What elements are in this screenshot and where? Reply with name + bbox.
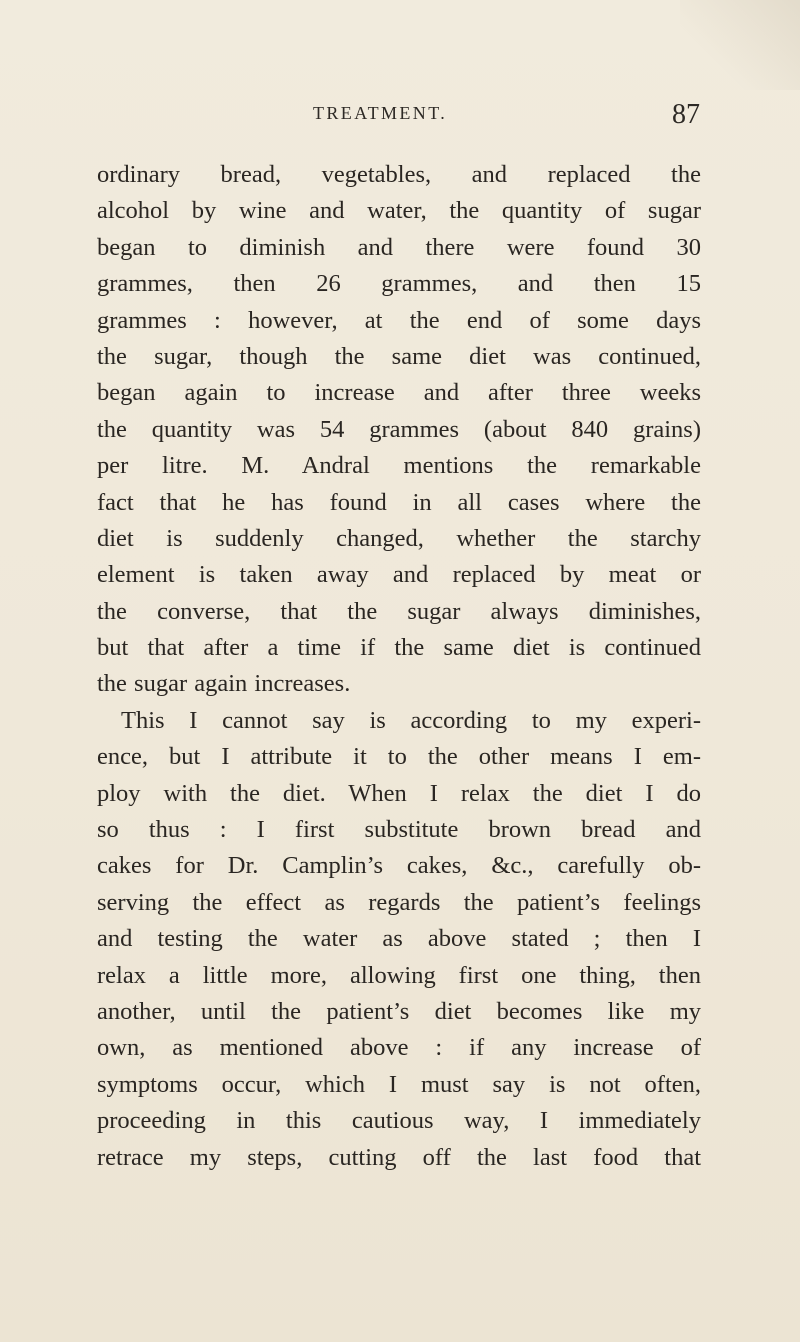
text-line: the converse, that the sugar always diminishes, bbox=[97, 597, 701, 625]
text-line: grammes, then 26 grammes, and then 15 bbox=[97, 270, 701, 298]
text-line: the quantity was 54 grammes (about 840 grains) bbox=[97, 415, 701, 443]
text-line: relax a little more, allowing first one thing, then bbox=[97, 961, 701, 989]
body-text bbox=[97, 157, 701, 1176]
text-line: cakes for Dr. Camplin’s cakes, &c., carefully ob- bbox=[97, 852, 701, 880]
page-corner-shadow bbox=[680, 0, 800, 90]
text-line: ploy with the diet. When I relax the diet I do bbox=[97, 779, 701, 807]
text-line: ence, but I attribute it to the other means I em- bbox=[97, 743, 701, 771]
text-line: alcohol by wine and water, the quantity of sugar bbox=[97, 197, 701, 225]
text-line: the sugar, though the same diet was continued, bbox=[97, 342, 701, 370]
text-line: so thus : I first substitute brown bread and bbox=[97, 816, 701, 844]
text-line: diet is suddenly changed, whether the starchy bbox=[97, 524, 701, 552]
text-line: retrace my steps, cutting off the last food that bbox=[97, 1143, 701, 1171]
text-line: element is taken away and replaced by meat or bbox=[97, 561, 701, 589]
text-line: fact that he has found in all cases where the bbox=[97, 488, 701, 516]
text-line: but that after a time if the same diet is continued bbox=[97, 634, 701, 662]
text-line: grammes : however, at the end of some days bbox=[97, 306, 701, 334]
text-line: serving the effect as regards the patient’s feelings bbox=[97, 888, 701, 916]
paragraph-end-line: the sugar again increases. bbox=[97, 670, 351, 698]
running-head bbox=[0, 101, 800, 131]
text-line: per litre. M. Andral mentions the remarkable bbox=[97, 452, 701, 480]
text-line: began to diminish and there were found 30 bbox=[97, 233, 701, 261]
text-line: another, until the patient’s diet becomes like my bbox=[97, 997, 701, 1025]
text-line: ordinary bread, vegetables, and replaced the bbox=[97, 161, 701, 188]
text-line: began again to increase and after three weeks bbox=[97, 379, 701, 407]
paragraph-start-line: This I cannot say is according to my experi- bbox=[121, 706, 701, 734]
text-line: and testing the water as above stated ; then I bbox=[97, 925, 701, 953]
text-line: proceeding in this cautious way, I immediately bbox=[97, 1107, 701, 1135]
page-number: 87 bbox=[672, 99, 700, 130]
running-title: TREATMENT. bbox=[313, 103, 448, 123]
text-line: own, as mentioned above : if any increase of bbox=[97, 1034, 701, 1062]
text-line: symptoms occur, which I must say is not often, bbox=[97, 1070, 701, 1098]
